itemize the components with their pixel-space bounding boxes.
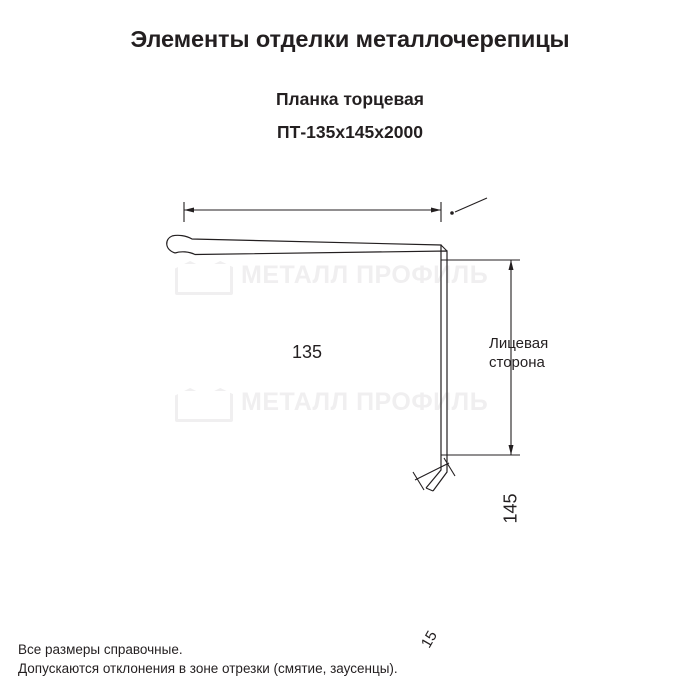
arrow-left-width [184, 208, 194, 213]
arrow-bottom-height [509, 445, 514, 455]
footer-notes [18, 640, 398, 678]
callout-dot [450, 211, 454, 215]
product-name: Планка торцевая [275, 89, 425, 109]
profile-flange-end [426, 488, 433, 491]
footer-note-1: Все размеры справочные. [18, 642, 183, 657]
footer-note-2: Допускаются отклонения в зоне отрезки (смятие, заусенцы). [18, 661, 398, 676]
flange-dim-tick-1 [413, 472, 424, 490]
arrow-top-height [509, 260, 514, 270]
dimension-label-width: 135 [292, 342, 323, 362]
dimension-label-flange: 15 [417, 628, 441, 651]
watermark-text: МЕТАЛЛ ПРОФИЛЬ [241, 387, 489, 416]
page-title: Элементы отделки металлочерепицы [130, 26, 570, 52]
callout-leader [455, 198, 487, 212]
dimension-label-height: 145 [500, 493, 521, 524]
profile-left-hem [167, 236, 175, 253]
watermark-text: МЕТАЛЛ ПРОФИЛЬ [241, 260, 489, 289]
callout-label-line1: Лицевая [489, 335, 549, 352]
profile-corner-bend [441, 245, 447, 251]
arrow-right-width [431, 208, 441, 213]
product-code: ПТ-135х145х2000 [277, 122, 423, 142]
drawing-svg [0, 150, 700, 550]
callout-label-line2: сторона [489, 354, 545, 371]
profile-inner-contour [175, 251, 447, 491]
flange-dim-line [415, 463, 449, 480]
